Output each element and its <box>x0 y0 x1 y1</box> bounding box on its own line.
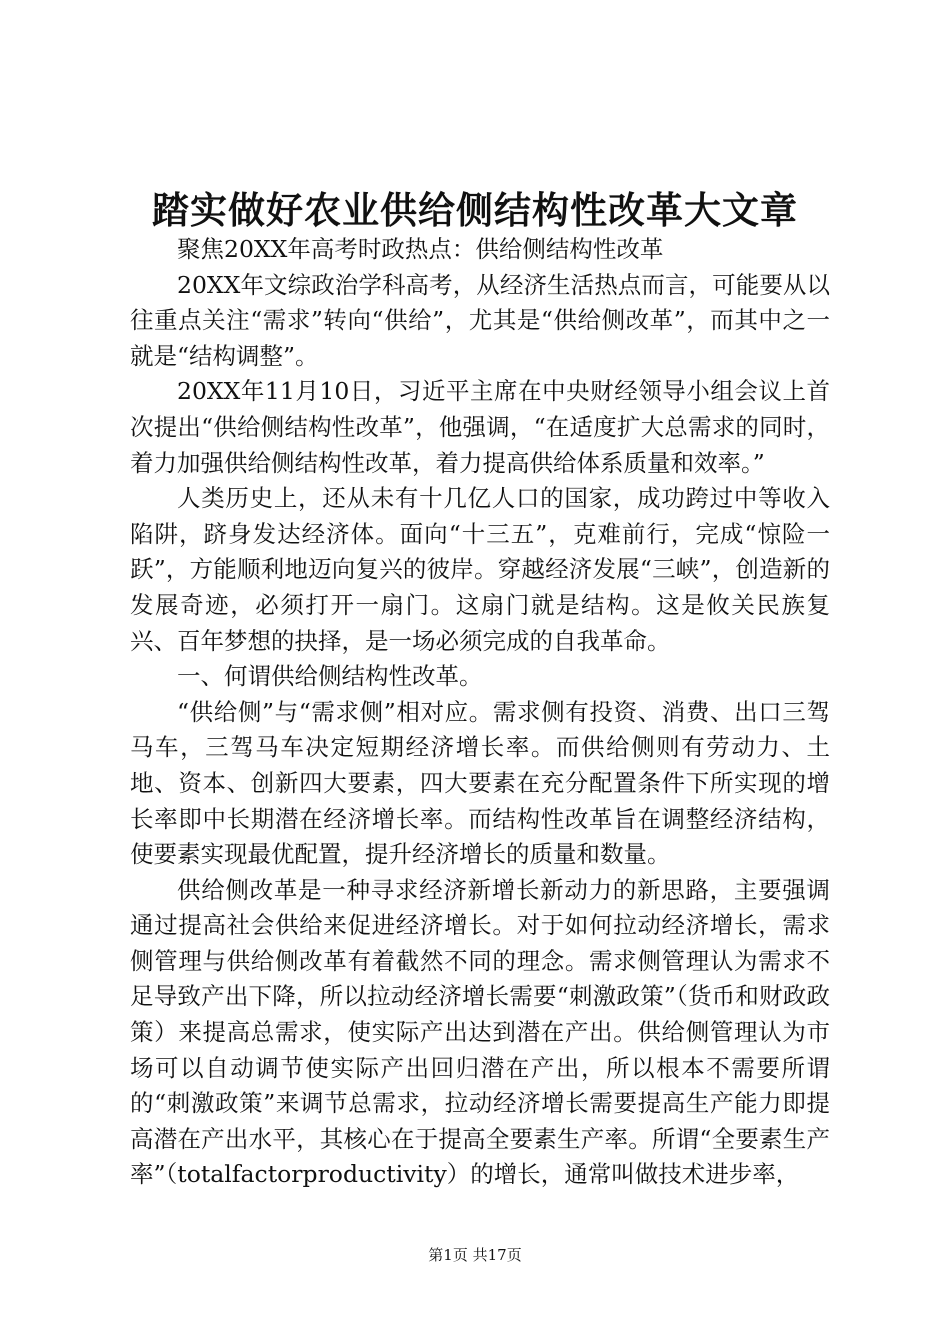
paragraph-proposal: 20XX年11月10日，习近平主席在中央财经领导小组会议上首次提出“供给侧结构性改革”，他强调，“在适度扩大总需求的同时，着力加强供给侧结构性改革，着力提高供给体系质量和效率。” <box>130 377 830 477</box>
paragraph-history: 人类历史上，还从未有十几亿人口的国家，成功跨过中等收入陷阱，跻身发达经济体。面向“十三五”，克难前行，完成“惊险一跃”，方能顺利地迈向复兴的彼岸。穿越经济发展“三峡”，创造新的发展奇迹，必须打开一扇门。这扇门就是结构。这是攸关民族复兴、百年梦想的抉择，是一场必须完成的自我革命。 <box>130 484 830 655</box>
paragraph-supply-demand: “供给侧”与“需求侧”相对应。需求侧有投资、消费、出口三驾马车，三驾马车决定短期经济增长率。而供给侧则有劳动力、土地、资本、创新四大要素，四大要素在充分配置条件下所实现的增长率即中长期潜在经济增长率。而结构性改革旨在调整经济结构，使要素实现最优配置，提升经济增长的质量和数量。 <box>130 697 830 869</box>
paragraph-intro: 聚焦20XX年高考时政热点：供给侧结构性改革 <box>177 235 664 263</box>
document-title: 踏实做好农业供给侧结构性改革大文章 <box>152 188 798 232</box>
paragraph-exam-focus: 20XX年文综政治学科高考，从经济生活热点而言，可能要从以往重点关注“需求”转向“供给”，尤其是“供给侧改革”，而其中之一就是“结构调整”。 <box>130 270 830 370</box>
paragraph-section-heading: 一、何谓供给侧结构性改革。 <box>177 662 483 691</box>
page-number-footer: 第1页 共17页 <box>428 1246 522 1264</box>
paragraph-reform-approach: 供给侧改革是一种寻求经济新增长新动力的新思路，主要强调通过提高社会供给来促进经济增长。对于如何拉动经济增长，需求侧管理与供给侧改革有着截然不同的理念。需求侧管理认为需求不足导致产出下降，所以拉动经济增长需要“刺激政策”（货币和财政政策）来提高总需求，使实际产出达到潜在产出。供给侧管理认为市场可以自动调节使实际产出回归潜在产出，所以根本不需要所谓的“刺激政策”来调节总需求，拉动经济增长需要提高生产能力即提高潜在产出水平，其核心在于提高全要素生产率。所谓“全要素生产率”（totalfactorproductivity）的增长，通常叫做技术进步率， <box>130 875 830 1189</box>
document-body <box>130 232 830 1193</box>
